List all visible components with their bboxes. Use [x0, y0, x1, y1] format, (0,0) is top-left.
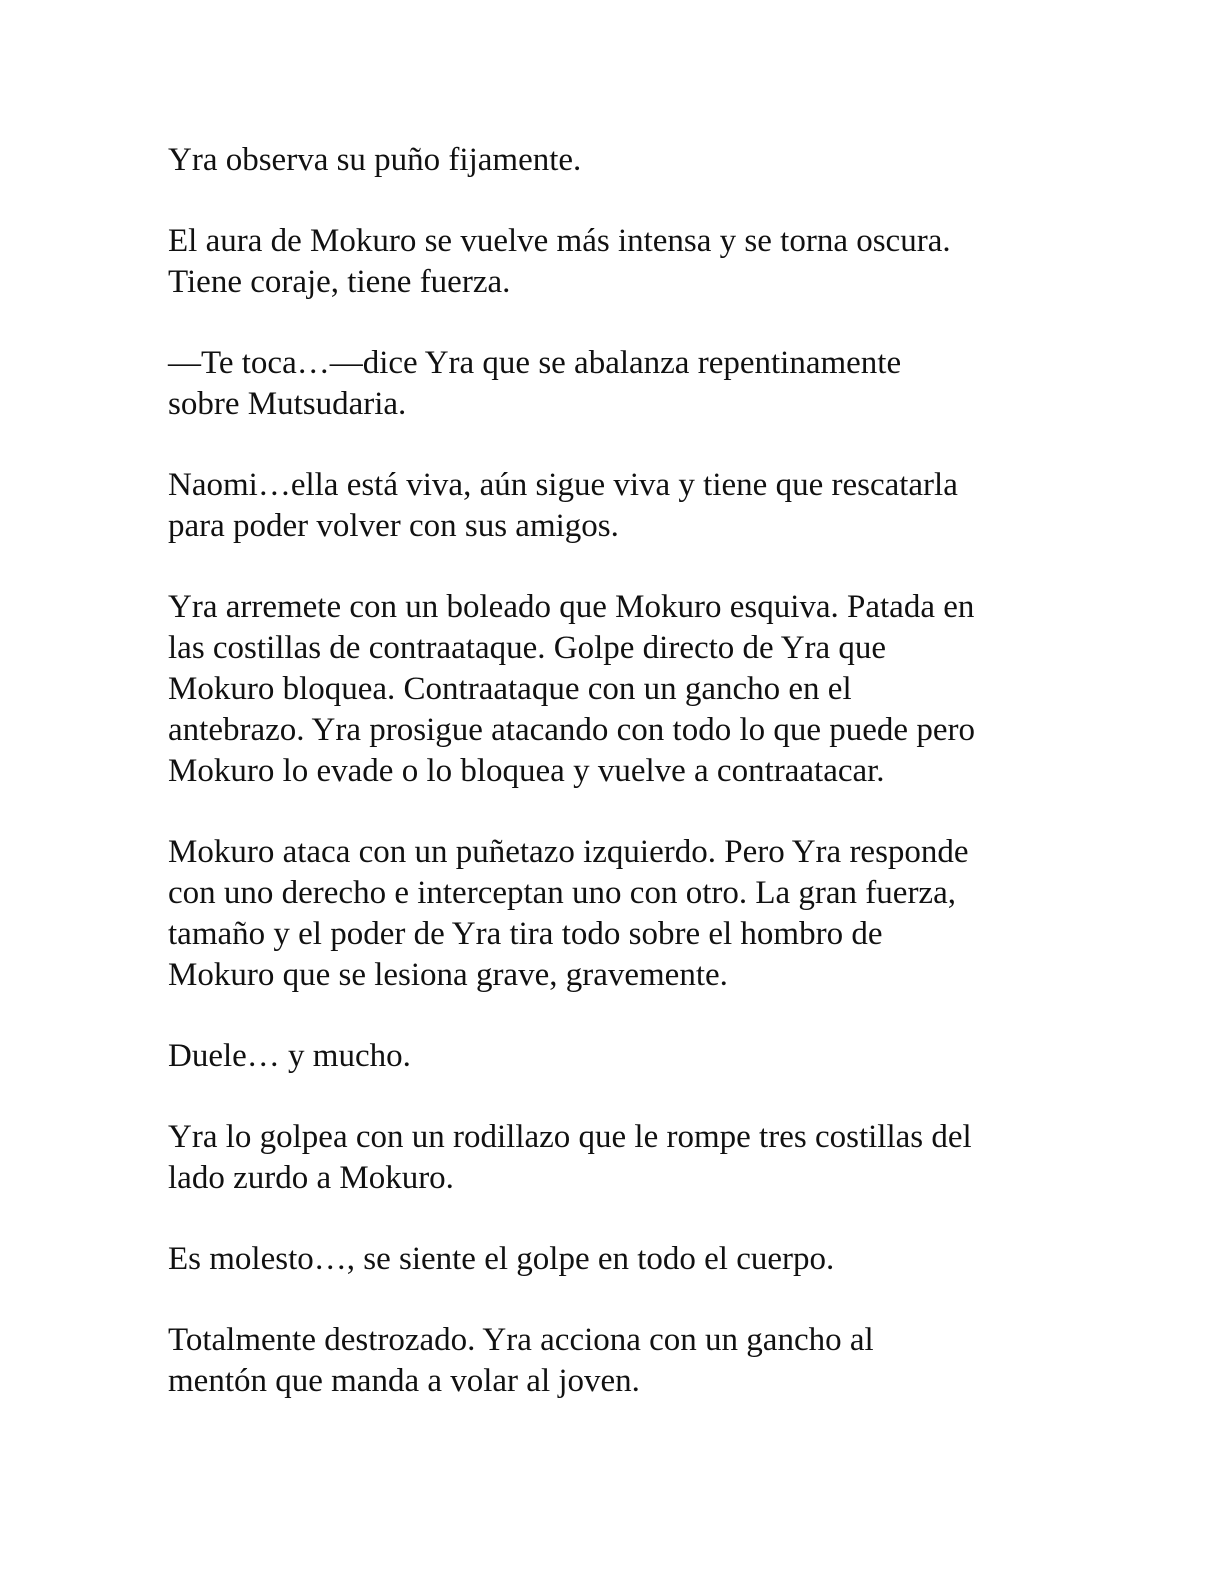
- text-line: Mokuro ataca con un puñetazo izquierdo. Pero Yra responde: [168, 834, 969, 870]
- paragraph-6: [168, 832, 1068, 996]
- paragraph-10: [168, 1320, 1068, 1402]
- document-page: [168, 140, 1068, 1442]
- text-line: Yra lo golpea con un rodillazo que le rompe tres costillas del: [168, 1119, 972, 1155]
- paragraph-1: [168, 140, 1068, 181]
- paragraph-7: [168, 1036, 1068, 1077]
- paragraph-4: [168, 465, 1068, 547]
- paragraph-5: [168, 587, 1068, 792]
- text-line: las costillas de contraataque. Golpe directo de Yra que: [168, 630, 887, 666]
- text-line: Naomi…ella está viva, aún sigue viva y tiene que rescatarla: [168, 467, 958, 503]
- text-line: Es molesto…, se siente el golpe en todo el cuerpo.: [168, 1241, 835, 1277]
- text-line: tamaño y el poder de Yra tira todo sobre el hombro de: [168, 916, 883, 952]
- text-line: antebrazo. Yra prosigue atacando con todo lo que puede pero: [168, 712, 975, 748]
- text-line: Totalmente destrozado. Yra acciona con un gancho al: [168, 1322, 874, 1358]
- text-line: mentón que manda a volar al joven.: [168, 1363, 640, 1399]
- text-line: Yra arremete con un boleado que Mokuro esquiva. Patada en: [168, 589, 975, 625]
- text-line: con uno derecho e interceptan uno con otro. La gran fuerza,: [168, 875, 956, 911]
- text-line: Tiene coraje, tiene fuerza.: [168, 264, 511, 300]
- text-line: El aura de Mokuro se vuelve más intensa y se torna oscura.: [168, 223, 951, 259]
- text-line: para poder volver con sus amigos.: [168, 508, 619, 544]
- paragraph-8: [168, 1117, 1068, 1199]
- text-line: Mokuro que se lesiona grave, gravemente.: [168, 957, 728, 993]
- text-line: Duele… y mucho.: [168, 1038, 411, 1074]
- text-line: Mokuro bloquea. Contraataque con un gancho en el: [168, 671, 852, 707]
- text-line: sobre Mutsudaria.: [168, 386, 407, 422]
- paragraph-3: [168, 343, 1068, 425]
- paragraph-9: [168, 1239, 1068, 1280]
- text-line: —Te toca…—dice Yra que se abalanza repentinamente: [168, 345, 902, 381]
- paragraph-2: [168, 221, 1068, 303]
- text-line: Mokuro lo evade o lo bloquea y vuelve a contraatacar.: [168, 753, 885, 789]
- text-line: Yra observa su puño fijamente.: [168, 142, 582, 178]
- text-line: lado zurdo a Mokuro.: [168, 1160, 454, 1196]
